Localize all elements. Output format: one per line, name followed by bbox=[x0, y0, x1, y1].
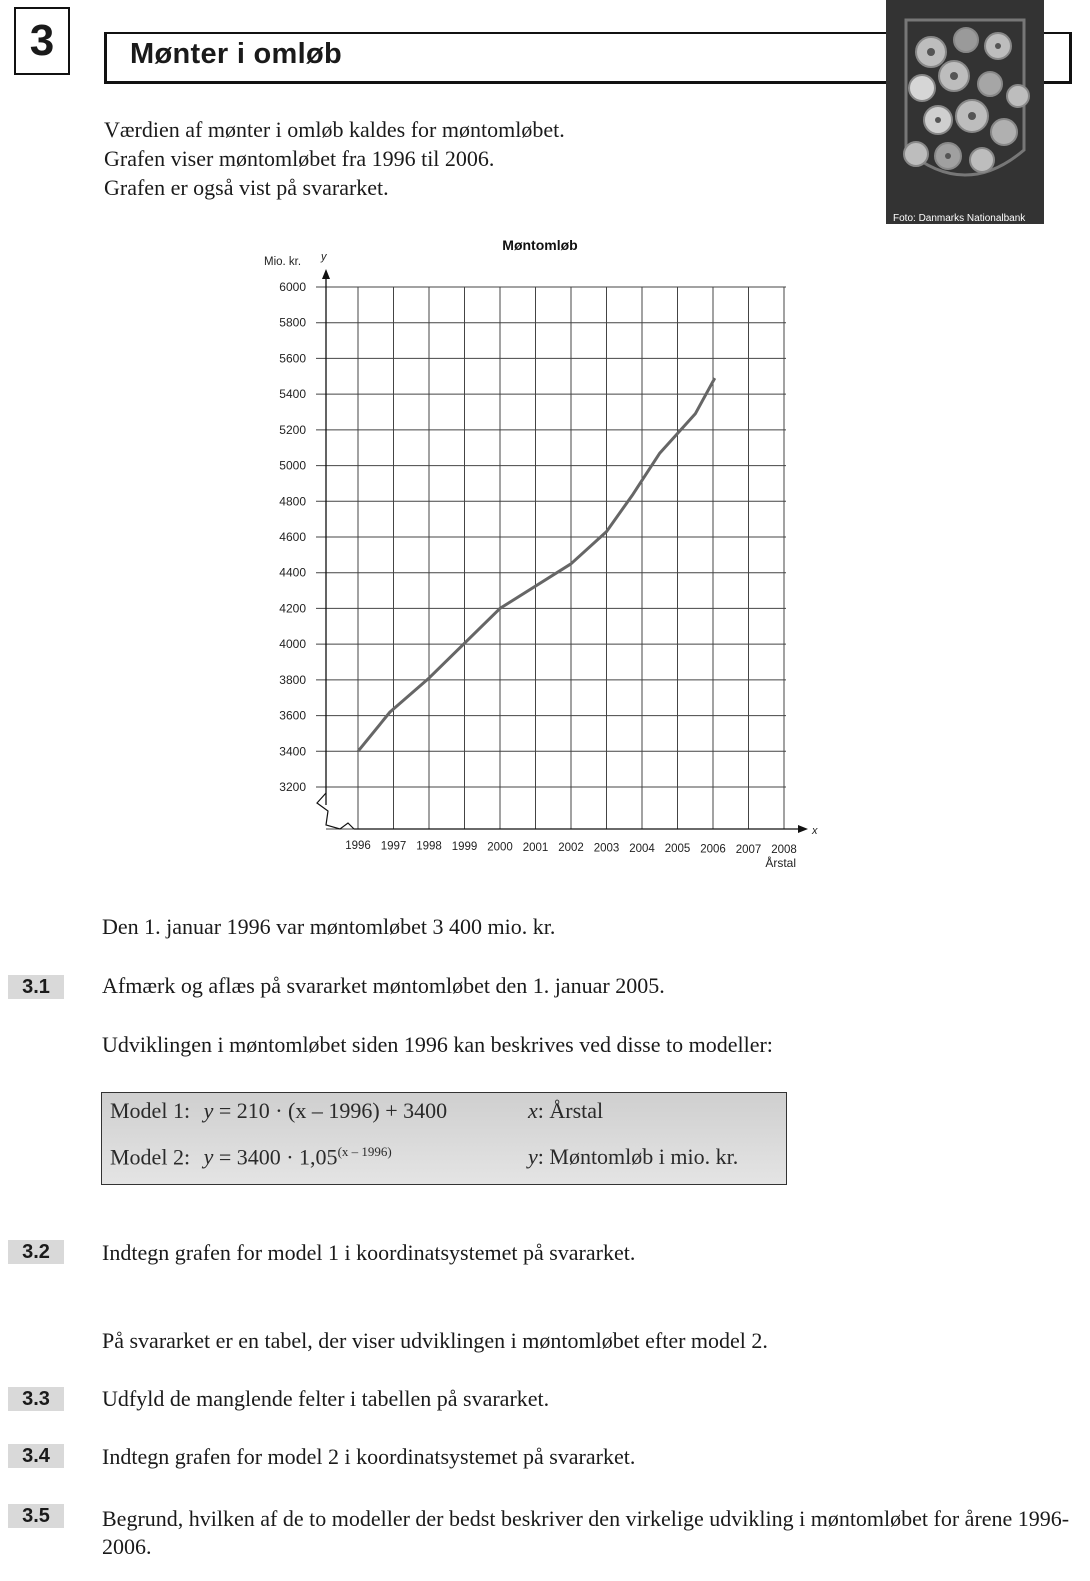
x-tick-label: 1998 bbox=[416, 840, 442, 853]
title-frame-left bbox=[104, 32, 107, 82]
x-axis-symbol: x bbox=[812, 825, 818, 837]
series-line bbox=[358, 378, 715, 751]
x-tick-label: 1996 bbox=[345, 840, 371, 852]
model-1-label: Model 1: bbox=[110, 1098, 191, 1123]
question-text: Begrund, hvilken af de to modeller der bedst beskriver den virkelige udvikling i møntomløbet for årene 1996-2006. bbox=[102, 1506, 1070, 1559]
question-label: 3.1 bbox=[8, 975, 64, 999]
x-tick-label: 2002 bbox=[558, 842, 584, 855]
y-tick-label: 4800 bbox=[279, 494, 306, 509]
model-2-formula: = 3400 · 1,05 bbox=[218, 1144, 338, 1170]
question-label: 3.5 bbox=[8, 1504, 64, 1528]
model-2-label: Model 2: bbox=[110, 1144, 191, 1170]
y-tick-label: 5000 bbox=[279, 458, 306, 473]
x-axis-arrow-icon bbox=[798, 825, 808, 833]
question-label: 3.4 bbox=[8, 1444, 64, 1468]
x-tick-label: 2005 bbox=[664, 843, 691, 856]
x-variable: x: Årstal bbox=[528, 1098, 604, 1123]
chart-title: Møntomløb bbox=[502, 237, 578, 253]
mont-chart bbox=[250, 232, 830, 877]
question-label: 3.2 bbox=[8, 1240, 64, 1264]
title-frame-right bbox=[1069, 32, 1072, 84]
y-tick-label: 3200 bbox=[279, 780, 306, 794]
question-label: 3.3 bbox=[8, 1387, 64, 1411]
x-tick-label: 2004 bbox=[629, 842, 655, 855]
chart-svg bbox=[250, 232, 830, 877]
intro-line: Værdien af mønter i omløb kaldes for møntomløbet. bbox=[104, 117, 565, 142]
photo-credit: Foto: Danmarks Nationalbank bbox=[893, 213, 1026, 224]
y-tick-label: 4600 bbox=[279, 530, 306, 544]
y-tick-label: 4000 bbox=[279, 637, 306, 652]
intro-line: Grafen er også vist på svararket. bbox=[104, 175, 389, 200]
coins-image-icon bbox=[886, 0, 1044, 224]
model-2: Model 2: $y = 3400 \cdot 1,05^{(x - 1996)}$ bbox=[110, 1144, 392, 1170]
y-tick-label: 5400 bbox=[279, 387, 306, 402]
y-tick-label: 3600 bbox=[279, 708, 306, 723]
statement-1996: Den 1. januar 1996 var møntomløbet 3 400 mio. kr. bbox=[102, 914, 556, 939]
y-tick-label: 3400 bbox=[279, 744, 306, 759]
x-tick-label: 1997 bbox=[380, 840, 407, 853]
task-number: 3 bbox=[14, 7, 70, 75]
y-tick-label: 3800 bbox=[279, 672, 306, 687]
y-description: : Møntomløb i mio. kr. bbox=[537, 1144, 739, 1169]
y-axis-symbol: y bbox=[321, 251, 327, 263]
y-tick-label: 4400 bbox=[279, 565, 306, 580]
x-tick-label: 2003 bbox=[593, 842, 620, 855]
y-tick-label: 5600 bbox=[279, 351, 306, 366]
model-1: Model 1: y = 210 · (x – 1996) + 3400 bbox=[110, 1098, 448, 1123]
y-axis-arrow-icon bbox=[322, 269, 330, 279]
question-text: Indtegn grafen for model 1 i koordinatsystemet på svararket. bbox=[102, 1240, 636, 1265]
intro-line: Grafen viser møntomløbet fra 1996 til 2006. bbox=[104, 146, 495, 171]
y-axis-label: Mio. kr. bbox=[264, 256, 302, 268]
x-description: : Årstal bbox=[537, 1098, 604, 1123]
x-tick-label: 2006 bbox=[700, 843, 726, 856]
axis-break-icon bbox=[317, 793, 354, 829]
x-tick-label: 1999 bbox=[451, 841, 478, 854]
x-tick-label: 2001 bbox=[522, 841, 549, 854]
statement-table: På svararket er en tabel, der viser udviklingen i møntomløbet efter model 2. bbox=[102, 1328, 768, 1353]
y-tick-label: 5800 bbox=[279, 315, 306, 330]
statement-models: Udviklingen i møntomløbet siden 1996 kan beskrives ved disse to modeller: bbox=[102, 1032, 773, 1057]
y-variable: y: Møntomløb i mio. kr. bbox=[528, 1144, 739, 1169]
model-1-formula: = 210 · (x – 1996) + 3400 bbox=[218, 1098, 448, 1123]
x-tick-label: 2008 bbox=[771, 844, 797, 857]
question-text: Afmærk og aflæs på svararket møntomløbet den 1. januar 2005. bbox=[102, 973, 665, 998]
page-title: Mønter i omløb bbox=[130, 38, 343, 70]
coins-photo bbox=[886, 0, 1044, 224]
y-tick-label: 5200 bbox=[279, 422, 306, 437]
question-text: Indtegn grafen for model 2 i koordinatsystemet på svararket. bbox=[102, 1444, 636, 1469]
intro-text bbox=[104, 115, 844, 202]
x-tick-label: 2000 bbox=[487, 841, 513, 854]
y-tick-label: 4200 bbox=[279, 601, 306, 616]
model-box bbox=[101, 1092, 787, 1185]
y-tick-label: 6000 bbox=[279, 280, 306, 294]
x-tick-label: 2007 bbox=[735, 843, 762, 856]
question-text: Udfyld de manglende felter i tabellen på svararket. bbox=[102, 1386, 550, 1411]
model-2-exponent: (x – 1996) bbox=[337, 1144, 392, 1159]
x-axis-label: Årstal bbox=[765, 856, 796, 870]
